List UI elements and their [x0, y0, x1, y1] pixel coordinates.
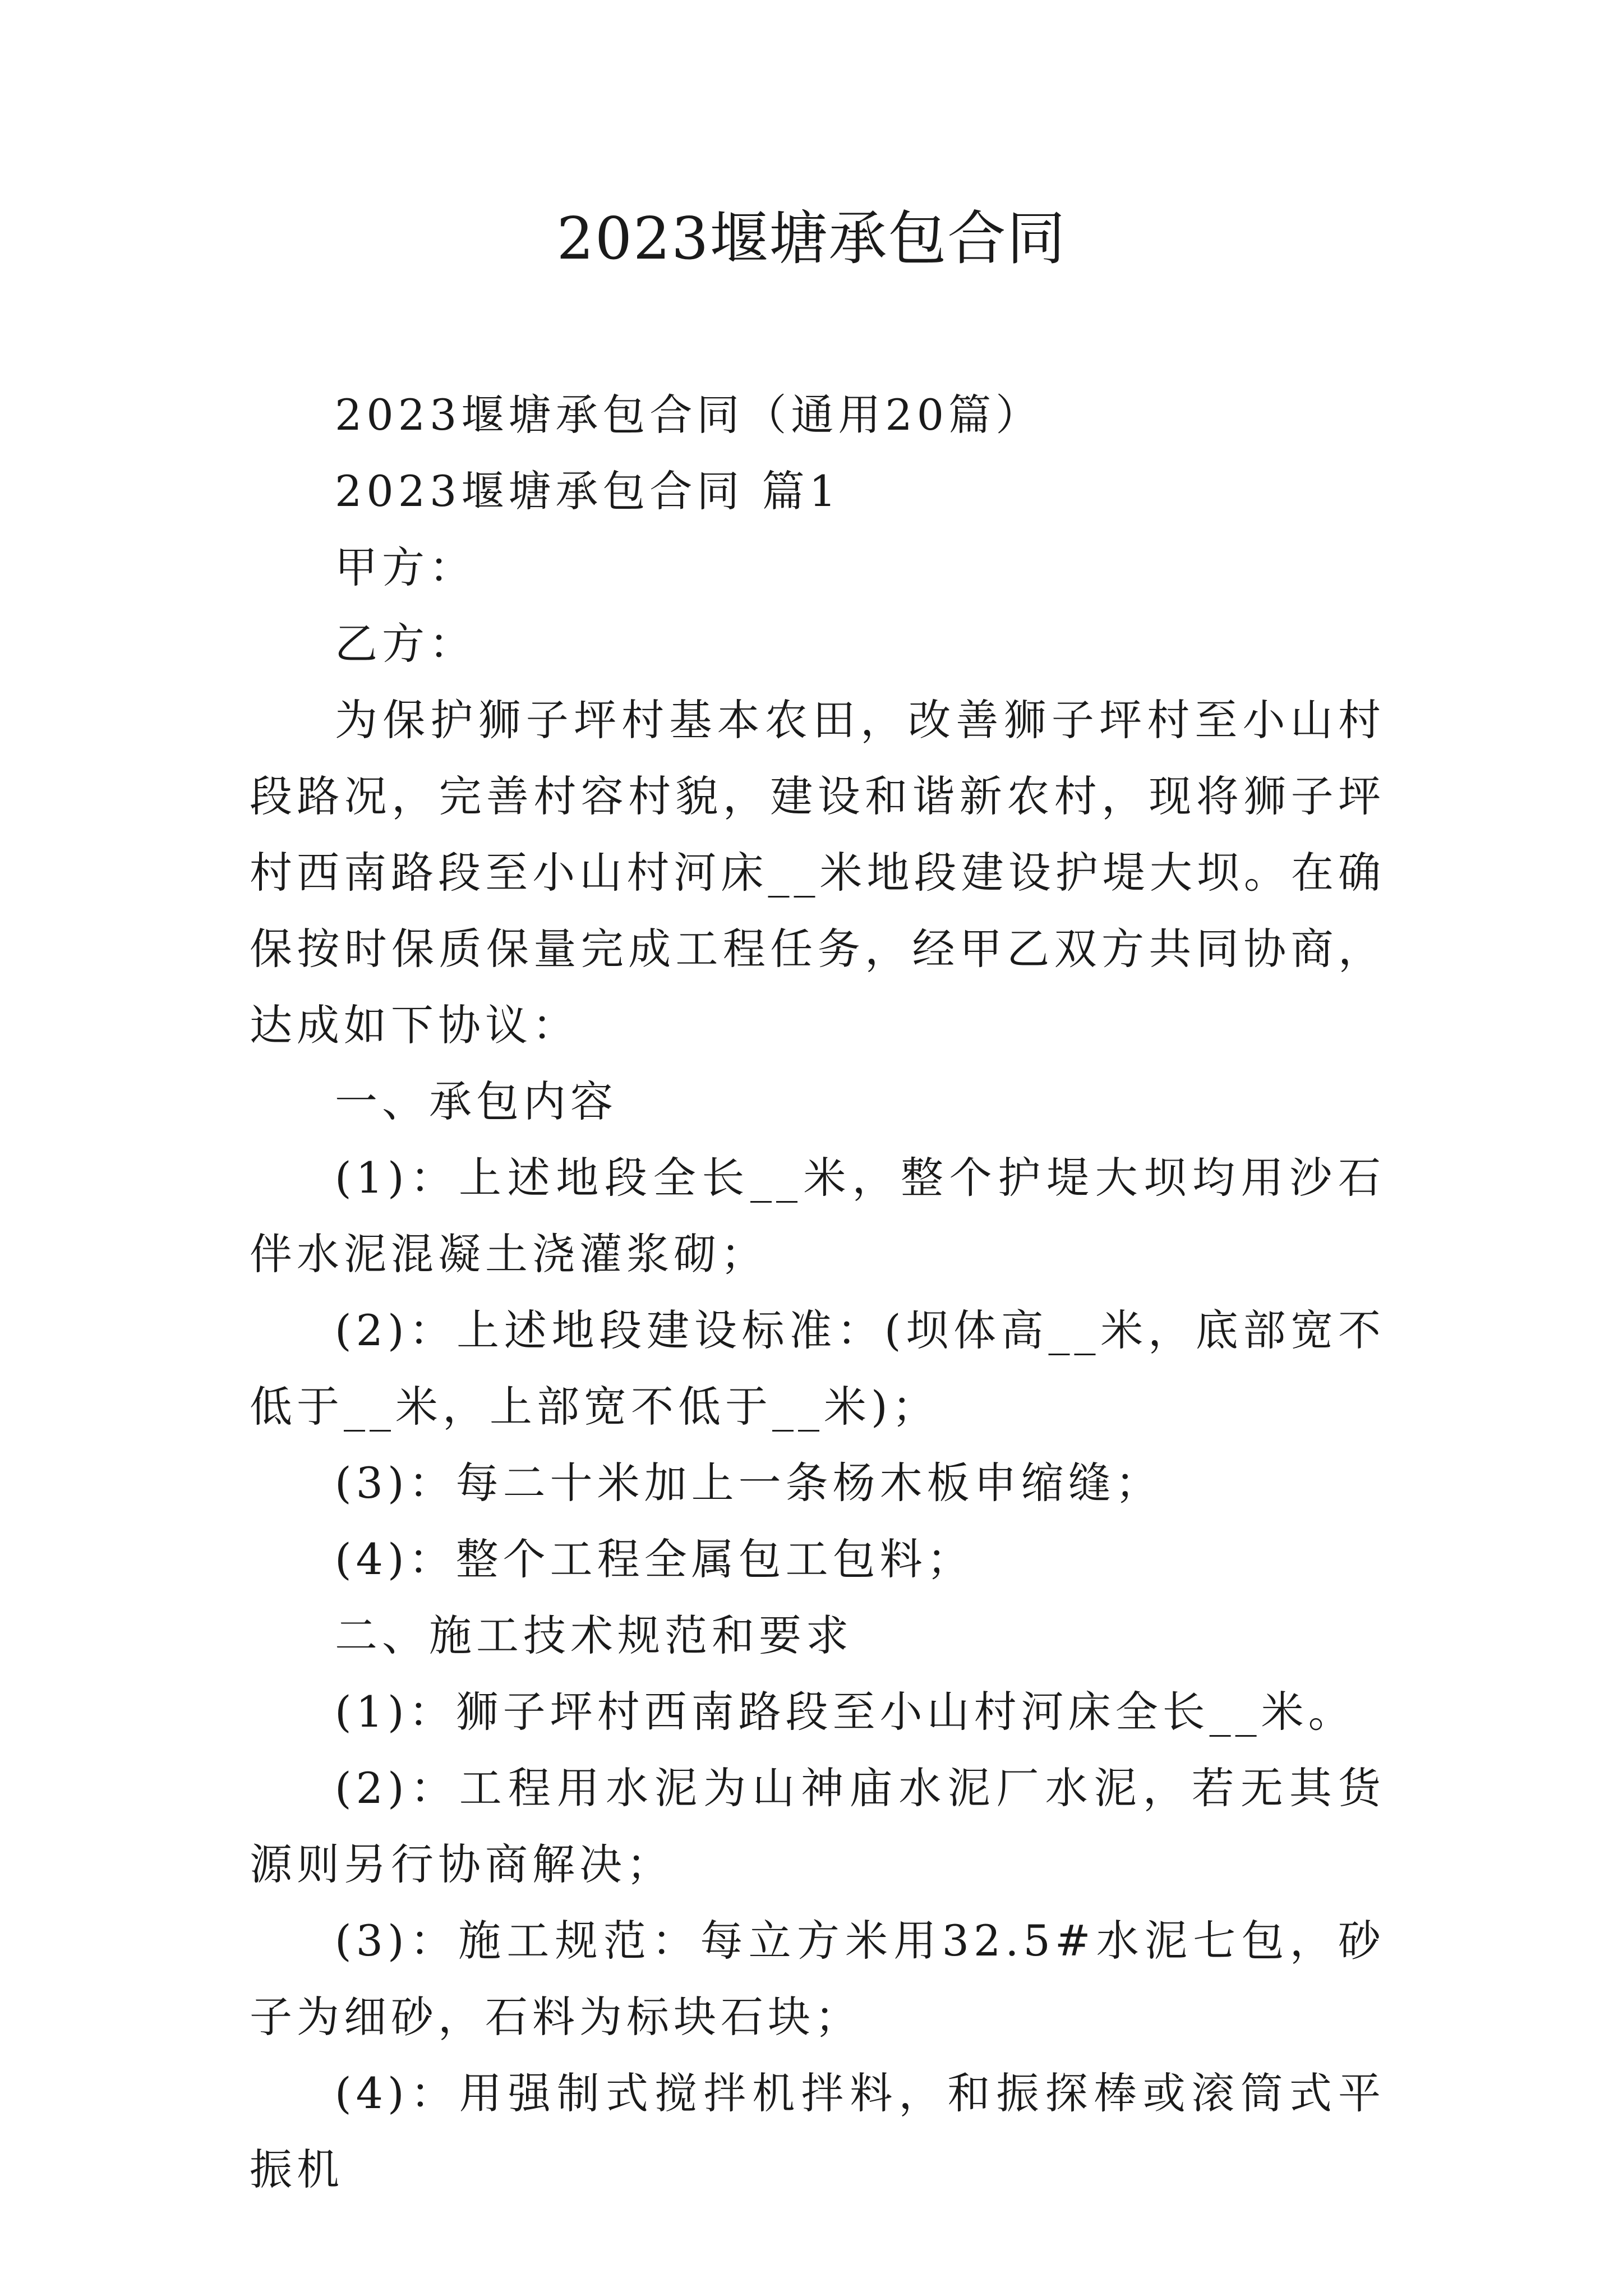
document-body	[250, 377, 1385, 2208]
paragraph: 一、承包内容	[335, 1076, 617, 1126]
paragraph: 2023堰塘承包合同（通用20篇）	[335, 390, 1043, 440]
paragraph: (3)：每二十米加上一条杨木板申缩缝；	[335, 1458, 1163, 1508]
document-title: 2023堰塘承包合同	[556, 204, 1067, 273]
paragraph: (4)：用强制式搅拌机拌料，和振探棒或滚筒式平振机	[250, 2068, 1385, 2194]
paragraph: 二、施工技术规范和要求	[335, 1611, 853, 1660]
paragraph: 为保护狮子坪村基本农田，改善狮子坪村至小山村段路况，完善村容村貌，建设和谐新农村，现将狮子坪村西南路段至小山村河床__米地段建设护堤大坝。在确保按时保质保量完成工程任务，经甲乙双方共同协商，达成如下协议：	[250, 695, 1385, 1050]
paragraph: (1)：上述地段全长__米，整个护堤大坝均用沙石伴水泥混凝土浇灌浆砌；	[250, 1153, 1385, 1279]
paragraph: 乙方：	[335, 619, 476, 669]
paragraph: (2)：工程用水泥为山神庙水泥厂水泥，若无其货源则另行协商解决；	[250, 1763, 1385, 1889]
paragraph: 2023堰塘承包合同 篇1	[335, 466, 841, 516]
paragraph: 甲方：	[335, 542, 476, 592]
paragraph: (2)：上述地段建设标准：(坝体高__米，底部宽不低于__米，上部宽不低于__米)；	[250, 1305, 1385, 1432]
paragraph: (4)：整个工程全属包工包料；	[335, 1534, 974, 1584]
paragraph: (3)：施工规范：每立方米用32.5#水泥七包，砂子为细砂，石料为标块石块；	[250, 1916, 1385, 2042]
paragraph: (1)：狮子坪村西南路段至小山村河床全长__米。	[335, 1687, 1355, 1737]
